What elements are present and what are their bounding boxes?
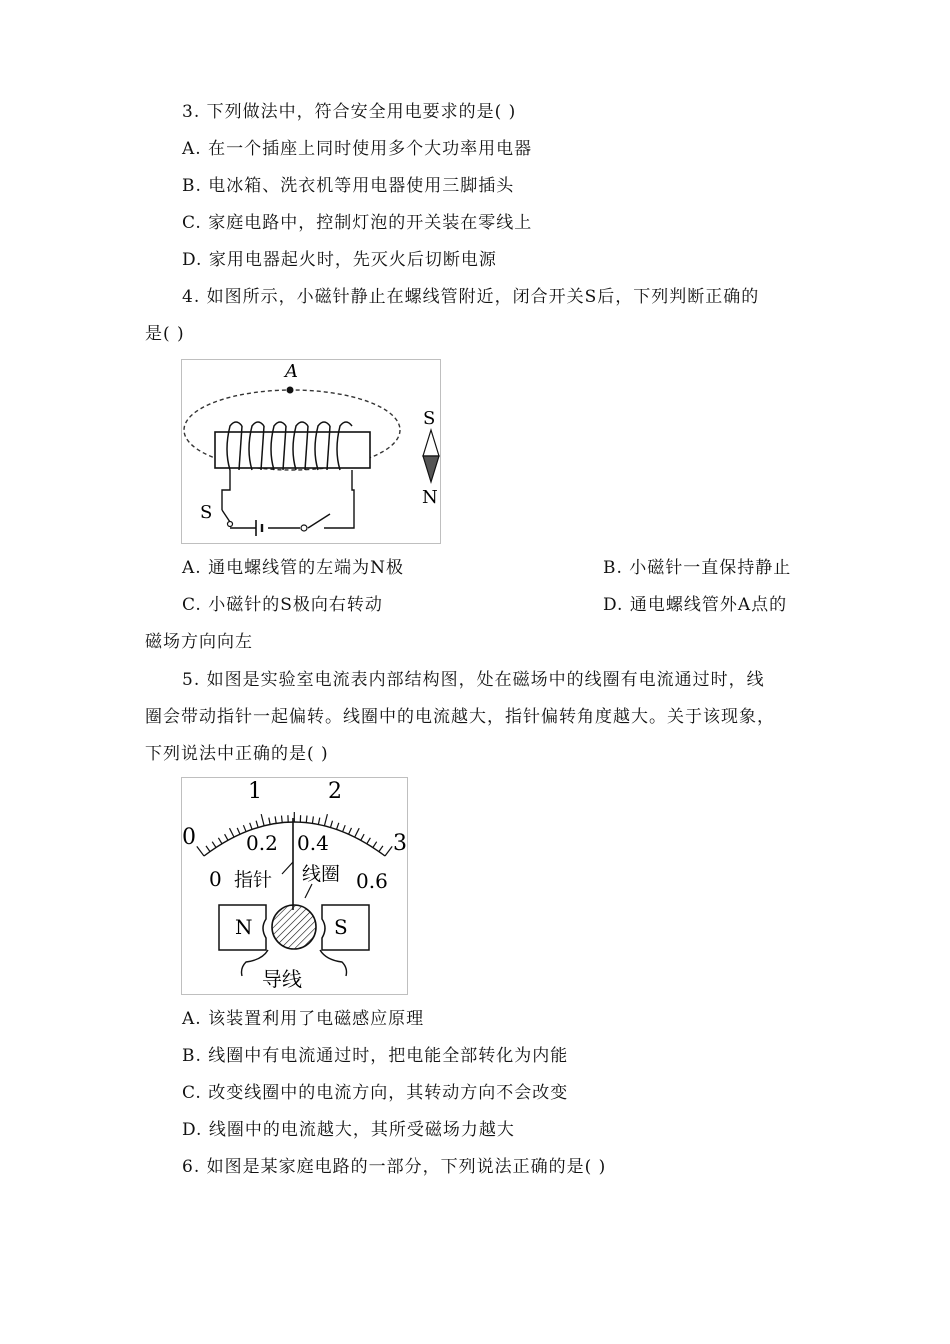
q5-option-b: B. 线圈中有电流通过时，把电能全部转化为内能 [182, 1046, 569, 1066]
scale-tick [282, 816, 283, 823]
q5-stem-line2: 圈会带动指针一起偏转。线圈中的电流越大，指针偏转角度越大。关于该现象， [145, 707, 775, 727]
q4-stem-line2: 是( ) [145, 324, 185, 344]
point-a-label: A [285, 361, 298, 382]
scale-tick [197, 846, 204, 856]
scale-tick [373, 842, 377, 848]
scale-tick [337, 823, 339, 830]
inner-scale-0: 0 [209, 867, 222, 891]
magnet-s-label: S [334, 915, 348, 939]
q3-stem: 3. 下列做法中，符合安全用电要求的是( ) [182, 102, 517, 122]
ammeter-diagram [182, 778, 407, 994]
scale-tick [312, 816, 313, 823]
circuit-wires [222, 470, 354, 528]
q4-option-b: B. 小磁针一直保持静止 [603, 558, 792, 578]
wire-label: 导线 [262, 967, 302, 991]
switch-contact [301, 525, 307, 531]
q5-stem-line1: 5. 如图是实验室电流表内部结构图，处在磁场中的线圈有电流通过时，线 [182, 670, 765, 690]
scale-tick [343, 825, 346, 832]
scale-tick [349, 828, 352, 834]
q4-option-d-line2: 磁场方向向左 [145, 632, 253, 652]
q6-stem: 6. 如图是某家庭电路的一部分，下列说法正确的是( ) [182, 1157, 607, 1177]
q5-option-c: C. 改变线圈中的电流方向，其转动方向不会改变 [182, 1083, 569, 1103]
q3-option-d: D. 家用电器起火时，先灭火后切断电源 [182, 250, 497, 270]
scale-tick [379, 846, 383, 852]
needle-south-half [423, 430, 439, 456]
scale-tick [250, 823, 252, 830]
scale-tick [275, 816, 276, 823]
inner-scale-0-4: 0.4 [297, 831, 329, 855]
scale-tick [385, 846, 392, 856]
point-a [287, 387, 294, 394]
q5-stem-line3: 下列说法中正确的是( ) [145, 744, 329, 764]
scale-tick [324, 814, 327, 826]
q4-option-a: A. 通电螺线管的左端为N极 [182, 558, 404, 578]
outer-scale-0: 0 [182, 825, 196, 850]
scale-arc [204, 822, 385, 856]
outer-scale-2: 2 [328, 779, 342, 804]
switch-s-label: S [200, 502, 213, 523]
scale-tick [218, 838, 222, 844]
q3-option-b: B. 电冰箱、洗衣机等用电器使用三脚插头 [182, 176, 515, 196]
scale-tick [269, 818, 270, 825]
magnet-n-label: N [235, 915, 253, 939]
scale-tick [355, 828, 360, 837]
scale-ticks [197, 812, 392, 856]
scale-tick [318, 818, 319, 825]
scale-tick [206, 846, 210, 852]
q5-option-d: D. 线圈中的电流越大，其所受磁场力越大 [182, 1120, 515, 1140]
needle-s-label: S [423, 408, 436, 429]
q4-stem-line1: 4. 如图所示，小磁针静止在螺线管附近，闭合开关S后，下列判断正确的 [182, 287, 760, 307]
outer-scale-3: 3 [393, 831, 407, 856]
scale-tick [331, 821, 333, 828]
scale-tick [261, 814, 264, 826]
needle-north-half [423, 456, 439, 482]
coil-drum [272, 905, 316, 949]
needle-n-label: N [422, 487, 438, 508]
switch-s-blade [222, 510, 230, 522]
coil-label: 线圈 [302, 863, 341, 885]
inner-scale-0-6: 0.6 [356, 869, 388, 893]
coil-leader [305, 884, 312, 898]
scale-tick [306, 816, 307, 823]
scale-tick [212, 842, 216, 848]
scale-tick [361, 834, 364, 840]
q3-option-a: A. 在一个插座上同时使用多个大功率用电器 [182, 139, 533, 159]
q4-option-d-line1: D. 通电螺线管外A点的 [603, 595, 788, 615]
pointer-label: 指针 [234, 869, 273, 891]
scale-tick [237, 828, 240, 834]
pointer-leader [282, 862, 293, 874]
scale-tick [230, 828, 235, 837]
scale-tick [367, 838, 371, 844]
outer-scale-1: 1 [248, 779, 262, 804]
scale-tick [225, 834, 228, 840]
q3-option-c: C. 家庭电路中，控制灯泡的开关装在零线上 [182, 213, 533, 233]
ammeter-figure [181, 777, 408, 995]
inner-scale-0-2: 0.2 [246, 831, 278, 855]
scale-tick [256, 821, 258, 828]
q5-option-a: A. 该装置利用了电磁感应原理 [182, 1009, 425, 1029]
solenoid-figure [181, 359, 441, 544]
q4-option-c: C. 小磁针的S极向右转动 [182, 595, 383, 615]
solenoid-diagram [182, 360, 440, 543]
switch-s-contact [228, 522, 233, 527]
